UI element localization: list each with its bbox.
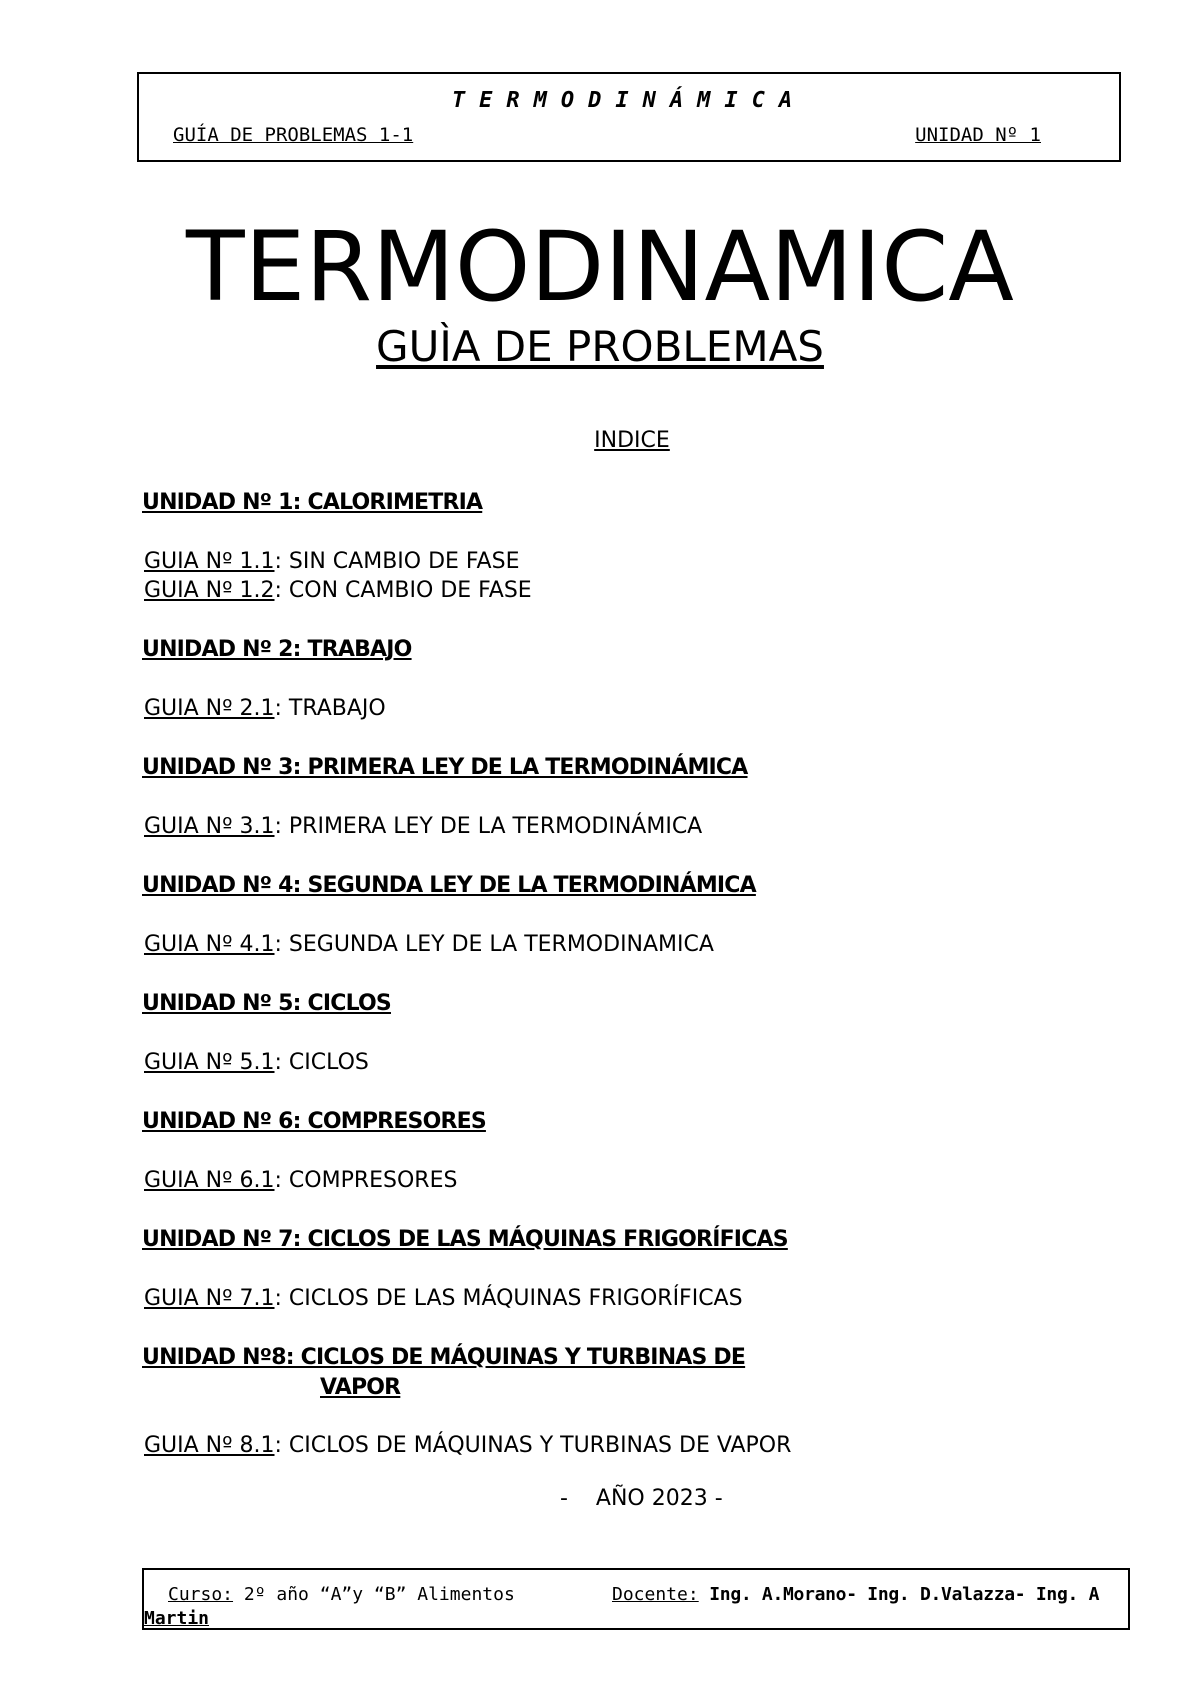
unit-heading-7: UNIDAD Nº 7: CICLOS DE LAS MÁQUINAS FRIGORÍFICAS	[142, 1227, 788, 1252]
guide-item-2-1	[144, 694, 386, 724]
teacher-label: Docente:	[612, 1584, 699, 1605]
guide-title: : SIN CAMBIO DE FASE	[274, 549, 520, 574]
unit-heading-1: UNIDAD Nº 1: CALORIMETRIA	[142, 490, 483, 515]
guide-title: : TRABAJO	[274, 696, 386, 721]
unit-heading-6: UNIDAD Nº 6: COMPRESORES	[142, 1109, 486, 1134]
footer-teacher	[612, 1584, 1122, 1605]
guide-title: : SEGUNDA LEY DE LA TERMODINAMICA	[274, 932, 714, 957]
unit-heading-4: UNIDAD Nº 4: SEGUNDA LEY DE LA TERMODINÁMICA	[142, 873, 756, 898]
course-value: 2º año “A”y “B” Alimentos	[233, 1584, 515, 1605]
guide-number: GUIA Nº 7.1	[144, 1286, 275, 1311]
year-label: - AÑO 2023 -	[560, 1486, 723, 1511]
guide-number: GUIA Nº 6.1	[144, 1168, 275, 1193]
guide-item-1-1	[144, 547, 519, 577]
index-heading: INDICE	[594, 428, 670, 453]
header-unit-label: UNIDAD Nº 1	[915, 124, 1041, 146]
teacher-names: Ing. A.Morano- Ing. D.Valazza- Ing. A	[698, 1584, 1100, 1605]
guide-title: : CICLOS DE LAS MÁQUINAS FRIGORÍFICAS	[274, 1286, 743, 1311]
guide-item-6-1	[144, 1166, 457, 1196]
course-label: Curso:	[168, 1584, 234, 1605]
unit-heading-8-line1: UNIDAD Nº8: CICLOS DE MÁQUINAS Y TURBINAS DE	[142, 1345, 746, 1370]
unit-heading-8-line2: VAPOR	[320, 1375, 401, 1400]
unit-heading-8	[142, 1343, 745, 1403]
guide-number: GUIA Nº 2.1	[144, 696, 275, 721]
unit-heading-5: UNIDAD Nº 5: CICLOS	[142, 991, 391, 1016]
guide-title: : CICLOS	[274, 1050, 369, 1075]
guide-item-7-1	[144, 1284, 743, 1314]
footer-box	[142, 1568, 1130, 1630]
guide-number: GUIA Nº 4.1	[144, 932, 275, 957]
guide-number: GUIA Nº 3.1	[144, 814, 275, 839]
guide-title: : CICLOS DE MÁQUINAS Y TURBINAS DE VAPOR	[274, 1433, 792, 1458]
guide-title: : COMPRESORES	[274, 1168, 458, 1193]
page-title: TERMODINAMICA	[186, 211, 1014, 323]
page-subtitle: GUÌA DE PROBLEMAS	[376, 322, 824, 371]
guide-item-3-1	[144, 812, 702, 842]
guide-item-4-1	[144, 930, 714, 960]
guide-item-1-2	[144, 576, 532, 606]
teacher-names-wrap: Martin	[144, 1608, 210, 1629]
guide-title: : PRIMERA LEY DE LA TERMODINÁMICA	[274, 814, 703, 839]
guide-number: GUIA Nº 5.1	[144, 1050, 275, 1075]
unit-heading-2: UNIDAD Nº 2: TRABAJO	[142, 637, 412, 662]
header-guide-label: GUÍA DE PROBLEMAS 1-1	[173, 124, 414, 146]
guide-number: GUIA Nº 1.1	[144, 549, 275, 574]
header-title: TERMODINÁMICA	[451, 88, 807, 113]
guide-number: GUIA Nº 8.1	[144, 1433, 275, 1458]
guide-title: : CON CAMBIO DE FASE	[274, 578, 532, 603]
guide-number: GUIA Nº 1.2	[144, 578, 275, 603]
footer-course	[168, 1584, 515, 1605]
unit-heading-3: UNIDAD Nº 3: PRIMERA LEY DE LA TERMODINÁMICA	[142, 755, 748, 780]
header-box	[137, 72, 1121, 162]
guide-item-5-1	[144, 1048, 369, 1078]
guide-item-8-1	[144, 1431, 791, 1461]
